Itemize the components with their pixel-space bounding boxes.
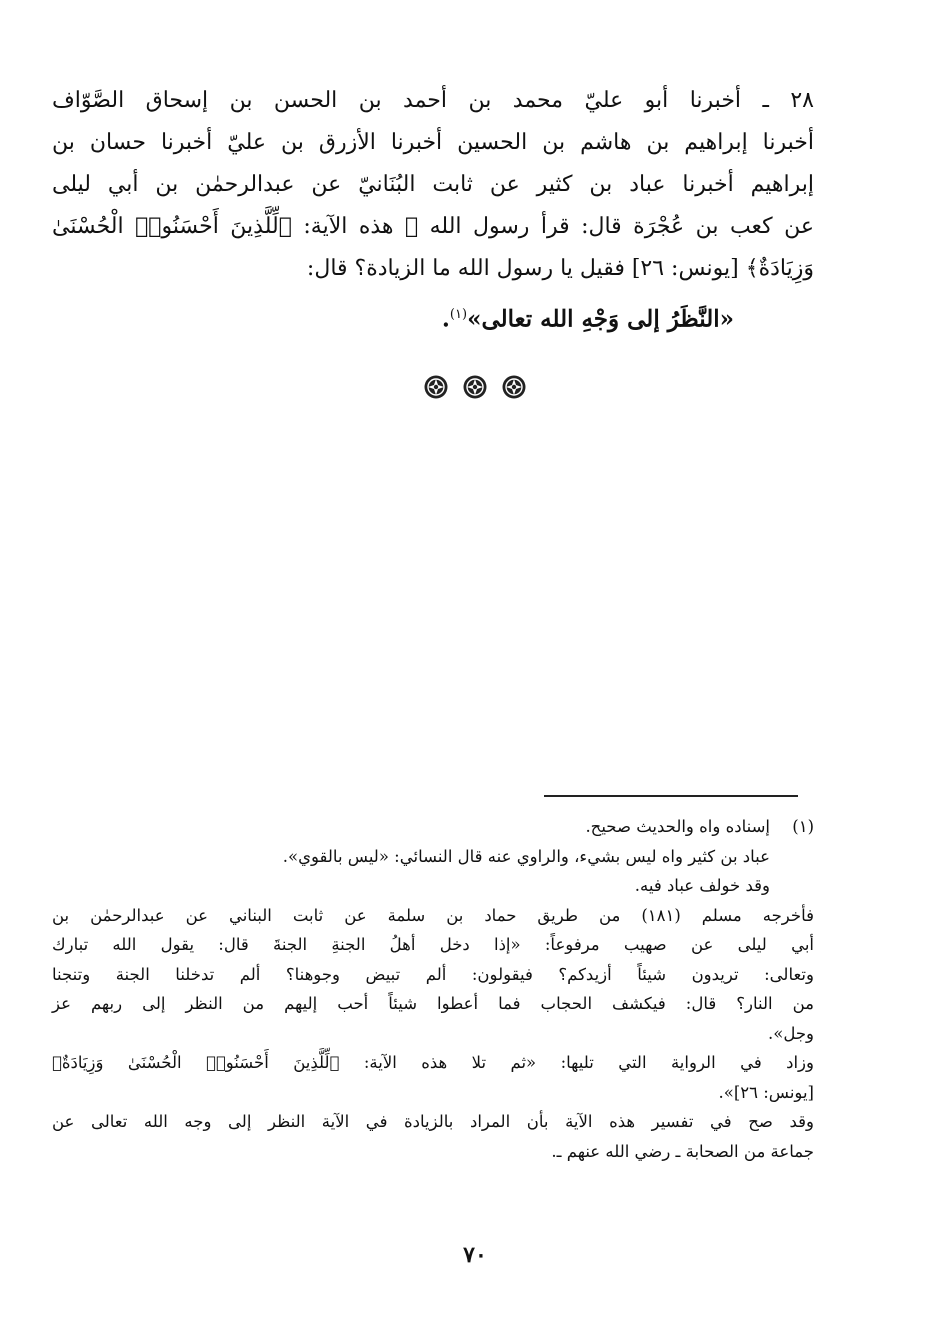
hadith-line: عن كعب بن عُجْرَة قال: قرأ رسول الله ﷺ هذه الآية: ﴿لِّلَّذِينَ أَحْسَنُوا۟ الْحُسْنَىٰ [52, 214, 814, 239]
footnote-line: وقد خولف عباد فيه. [634, 876, 770, 895]
quote-text: «النَّظَرُ إلى وَجْهِ الله تعالى» [467, 305, 734, 333]
footnote-separator [544, 795, 798, 797]
hadith-line: إبراهيم أخبرنا عباد بن كثير عن ثابت البُنَانيّ عن عبدالرحمٰن بن أبي ليلى [52, 172, 814, 197]
footnote-body [52, 842, 814, 901]
footnote-reference[interactable]: (١) [449, 307, 468, 322]
footnote [52, 812, 814, 842]
hadith-line: ٢٨ ـ أخبرنا أبو عليّ محمد بن أحمد بن الحسن بن إسحاق الصَّوّاف [52, 88, 814, 113]
footnote-body-full [52, 901, 814, 1167]
hadith-line: وَزِيَادَةٌ﴾ [يونس: ٢٦] فقيل يا رسول الله ما الزيادة؟ قال: [306, 256, 814, 281]
ornament-icon [462, 374, 488, 400]
quote-period: . [441, 305, 450, 333]
section-divider [0, 374, 950, 404]
footnote-line: [يونس: ٢٦]». [718, 1082, 814, 1102]
ornament-icon [501, 374, 527, 400]
footnote-line: أبي ليلى عن صهيب مرفوعاً: «إذا دخل أهلُ الجنةِ الجنةَ قال: يقول الله تبارك [52, 935, 814, 954]
footnote-line: وقد صح في تفسير هذه الآية بأن المراد بالزيادة في الآية النظر إلى وجه الله تعالى عن [52, 1112, 814, 1131]
footnote-line: وجل». [767, 1023, 814, 1043]
footnote-line: جماعة من الصحابة ـ رضي الله عنهم ـ. [551, 1141, 814, 1161]
page-number: ٧٠ [463, 1242, 487, 1268]
footnotes [52, 812, 814, 1166]
footnote-line: وتعالى: تريدون شيئاً أزيدكم؟ فيقولون: ألم تبيض وجوهنا؟ ألم تدخلنا الجنة وتنجنا [52, 964, 814, 984]
footnote-first-line: إسناده واه والحديث صحيح. [585, 817, 770, 836]
prophetic-quote [52, 294, 814, 341]
footnote-line: وزاد في الرواية التي تليها: «ثم تلا هذه الآية: ﴿لِّلَّذِينَ أَحْسَنُوا۟ الْحُسْنَىٰ وَزِيَادَةٌ﴾ [52, 1053, 814, 1072]
hadith-text [52, 80, 814, 341]
footnote-line: من النار؟ قال: فيكشف الحجاب فما أعطوا شيئاً أحب إليهم من النظر إلى ربهم عز [52, 994, 814, 1013]
ornament-icon [423, 374, 449, 400]
footnote-line: عباد بن كثير واه ليس بشيء، والراوي عنه قال النسائي: «ليس بالقوي». [282, 846, 770, 866]
hadith-line: أخبرنا إبراهيم بن هاشم بن الحسين أخبرنا الأزرق بن عليّ أخبرنا حسان بن [52, 130, 814, 155]
footnote-line: فأخرجه مسلم (١٨١) من طريق حماد بن سلمة عن ثابت البناني عن عبدالرحمٰن بن [52, 905, 814, 925]
footnote-number: (١) [792, 817, 814, 836]
